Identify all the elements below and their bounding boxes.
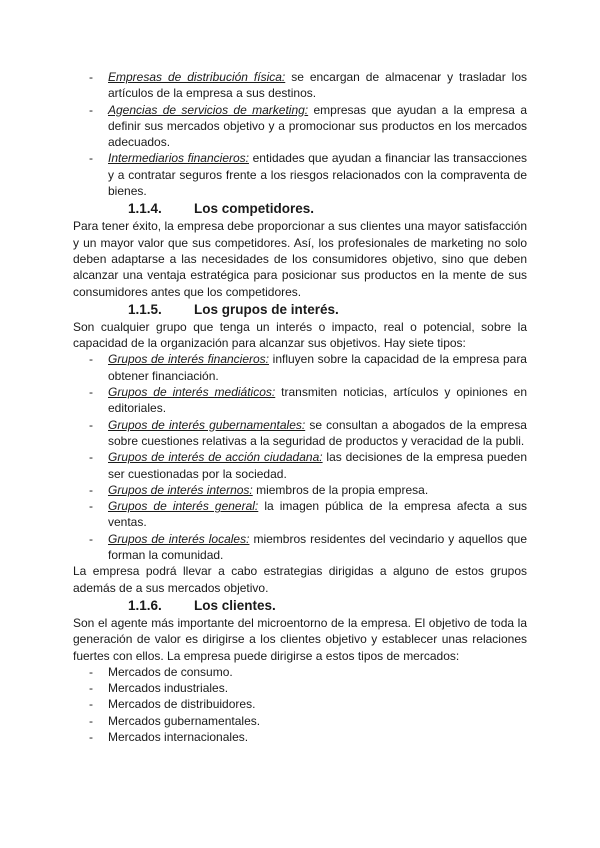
list-item [73,102,527,151]
section-number: 1.1.6. [128,597,162,613]
list-item-text: entidades que ayudan a financiar las transacciones y a contratar seguros frente a los riesgos relacionados con la compraventa de bienes. [108,151,527,199]
section-heading-competidores [73,199,527,218]
section-heading-clientes [73,596,527,615]
list-item: - Mercados industriales. [73,680,527,696]
list-item-text: miembros residentes del vecindario y aquellos que forman la comunidad. [108,531,528,563]
list-item-term: Grupos de interés de acción ciudadana: [108,450,323,465]
list-item [73,384,527,417]
list-item [73,150,527,199]
list-item-text: influyen sobre la capacidad de la empresa para obtener financiación. [108,352,527,383]
list-item [73,531,527,564]
paragraph-grupos-closing: La empresa podrá llevar a cabo estrategias dirigidas a alguno de estos grupos además de a sus mercados objetivo. [73,564,527,595]
list-item-term: Grupos de interés internos: [108,482,253,497]
list-item-term: Grupos de interés financieros: [108,352,270,367]
list-item: - Mercados gubernamentales. [73,713,527,729]
list-item [73,417,527,450]
section-number: 1.1.4. [128,201,162,217]
list-item [73,449,527,482]
list-item-text: transmiten noticias, artículos y opiniones en editoriales. [108,385,527,416]
list-item-text: empresas que ayudan a la empresa a definir sus mercados objetivo y a promocionar sus productos en los mercados adecuados. [108,102,528,150]
paragraph-competidores: Para tener éxito, la empresa debe proporcionar a sus clientes una mayor satisfacción y un mayor valor que sus competidores. Así, los profesionales de marketing no solo deben adaptarse a las necesidades de los consumidores objetivo, sino que deben alcanzar una ventaja estratégica para posicionar sus productos en la mente de sus consumidores antes que los competidores. [73,219,527,299]
list-item-text: se encargan de almacenar y trasladar los artículos de la empresa a sus destinos. [108,70,528,101]
grupos-interes-list [73,351,527,563]
list-item [73,351,527,384]
section-title: Los competidores. [194,201,315,217]
section-number: 1.1.5. [128,301,162,317]
paragraph-clientes: Son el agente más importante del microentorno de la empresa. El objetivo de toda la generación de valor es dirigirse a los clientes objetivo y establecer unas relaciones fuertes con ellos. La empresa puede dirigirse a estos tipos de mercados: [73,615,527,663]
list-item [73,482,527,498]
list-item: - Mercados internacionales. [73,729,527,745]
list-item-term: Grupos de interés gubernamentales: [108,417,306,432]
list-item-text: las decisiones de la empresa pueden ser cuestionadas por la sociedad. [108,450,527,481]
paragraph-grupos-interes: Son cualquier grupo que tenga un interés o impacto, real o potencial, sobre la capacidad de la organización para alcanzar sus objetivos. Hay siete tipos: [73,319,527,351]
document-page [73,69,527,745]
list-item-text: miembros de la propia empresa. [252,482,429,497]
list-item [73,498,527,531]
section-title: Los grupos de interés. [194,301,339,317]
list-item: - Mercados de consumo. [73,664,527,680]
list-item: - Mercados de distribuidores. [73,696,527,712]
mercados-list [73,664,527,745]
list-item-text: la imagen pública de la empresa afecta a sus ventas. [108,499,527,530]
list-item-term: Agencias de servicios de marketing: [108,102,309,117]
list-item-term: Grupos de interés mediáticos: [108,385,276,400]
intro-list [73,69,527,199]
section-heading-grupos-interes [73,300,527,319]
list-item-term: Grupos de interés locales: [108,531,250,546]
section-title: Los clientes. [194,597,276,613]
list-item-text: se consultan a abogados de la empresa sobre cuestiones relativas a la seguridad de productos y veracidad de la publi. [108,417,527,448]
list-item-term: Intermediarios financieros: [108,151,249,166]
list-item-term: Empresas de distribución física: [108,70,286,84]
list-item [73,69,527,102]
list-item-term: Grupos de interés general: [108,499,259,514]
